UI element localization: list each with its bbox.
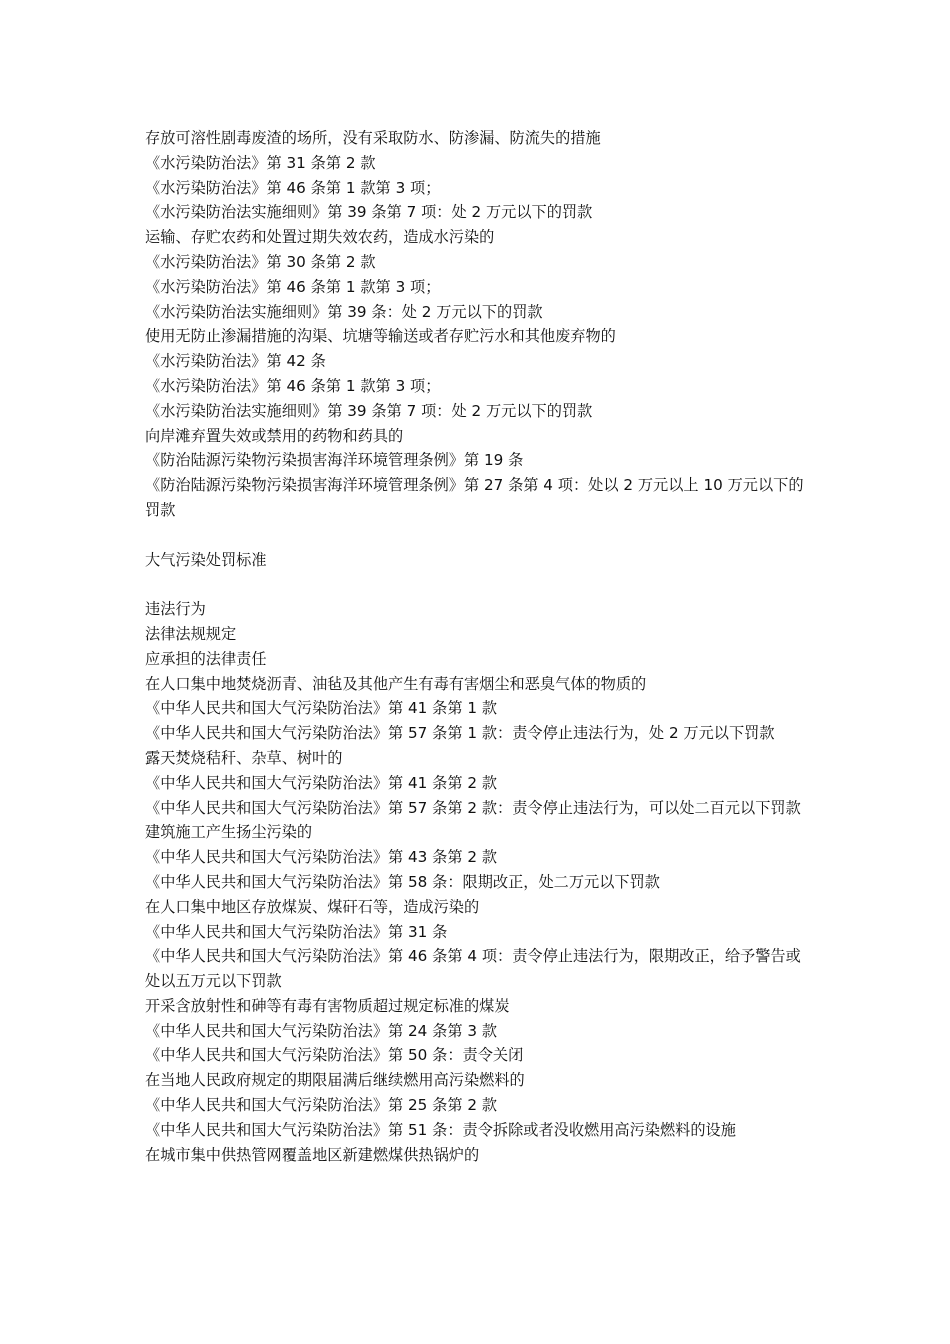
text-line: 《中华人民共和国大气污染防治法》第 51 条：责令拆除或者没收燃用高污染燃料的设施 [145,1120,736,1139]
text-line: 《水污染防治法实施细则》第 39 条第 7 项：处 2 万元以下的罚款 [145,203,593,222]
blank-line [145,572,810,597]
text-line: 《水污染防治法》第 46 条第 1 款第 3 项； [145,277,441,296]
text-line: 《中华人民共和国大气污染防治法》第 50 条：责令关闭 [145,1046,524,1065]
text-line: 《中华人民共和国大气污染防治法》第 24 条第 3 款 [145,1021,498,1040]
text-line: 《防治陆源污染物污染损害海洋环境管理条例》第 19 条 [145,451,524,470]
text-line: 露天焚烧秸秆、杂草、树叶的 [145,748,343,767]
text-line: 《中华人民共和国大气污染防治法》第 41 条第 2 款 [145,773,498,792]
text-line: 《中华人民共和国大气污染防治法》第 31 条 [145,922,448,941]
text-line: 使用无防止渗漏措施的沟渠、坑塘等输送或者存贮污水和其他废弃物的 [145,327,616,346]
text-line: 《中华人民共和国大气污染防治法》第 57 条第 1 款：责令停止违法行为，处 2 万元以下罚款 [145,724,775,743]
column-heading-liability: 应承担的法律责任 [145,649,267,668]
text-line: 建筑施工产生扬尘污染的 [145,823,313,842]
text-line: 《水污染防治法》第 42 条 [145,352,326,371]
column-heading-violation: 违法行为 [145,600,206,619]
text-line: 《防治陆源污染物污染损害海洋环境管理条例》第 27 条第 4 项：处以 2 万元以上 10 万元以下的罚款 [145,476,804,519]
text-line: 《水污染防治法》第 31 条第 2 款 [145,153,376,172]
document-body [145,126,810,1167]
text-line: 《中华人民共和国大气污染防治法》第 46 条第 4 项：责令停止违法行为，限期改正，给予警告或处以五万元以下罚款 [145,947,801,991]
text-line: 在人口集中地区存放煤炭、煤矸石等，造成污染的 [145,897,480,916]
text-line: 在城市集中供热管网覆盖地区新建燃煤供热锅炉的 [145,1145,480,1164]
text-line: 《水污染防治法》第 46 条第 1 款第 3 项； [145,178,441,197]
text-line: 《水污染防治法》第 30 条第 2 款 [145,252,376,271]
text-line: 《中华人民共和国大气污染防治法》第 41 条第 1 款 [145,699,498,718]
text-line: 《中华人民共和国大气污染防治法》第 57 条第 2 款：责令停止违法行为，可以处二百元以下罚款 [145,798,801,817]
text-line: 《水污染防治法实施细则》第 39 条第 7 项：处 2 万元以下的罚款 [145,401,593,420]
text-line: 《水污染防治法实施细则》第 39 条：处 2 万元以下的罚款 [145,302,543,321]
column-heading-regulation: 法律法规规定 [145,624,237,643]
text-line: 在人口集中地焚烧沥青、油毡及其他产生有毒有害烟尘和恶臭气体的物质的 [145,674,647,693]
blank-line [145,523,810,548]
text-line: 《中华人民共和国大气污染防治法》第 43 条第 2 款 [145,848,498,867]
text-line: 运输、存贮农药和处置过期失效农药，造成水污染的 [145,228,495,247]
text-line: 开采含放射性和砷等有毒有害物质超过规定标准的煤炭 [145,996,510,1015]
text-line: 《水污染防治法》第 46 条第 1 款第 3 项； [145,376,441,395]
text-line: 《中华人民共和国大气污染防治法》第 58 条：限期改正，处二万元以下罚款 [145,872,660,891]
section-heading: 大气污染处罚标准 [145,550,267,569]
text-line: 在当地人民政府规定的期限届满后继续燃用高污染燃料的 [145,1071,525,1090]
text-line: 《中华人民共和国大气污染防治法》第 25 条第 2 款 [145,1096,498,1115]
text-line: 向岸滩弃置失效或禁用的药物和药具的 [145,426,404,445]
text-line: 存放可溶性剧毒废渣的场所，没有采取防水、防渗漏、防流失的措施 [145,129,601,147]
